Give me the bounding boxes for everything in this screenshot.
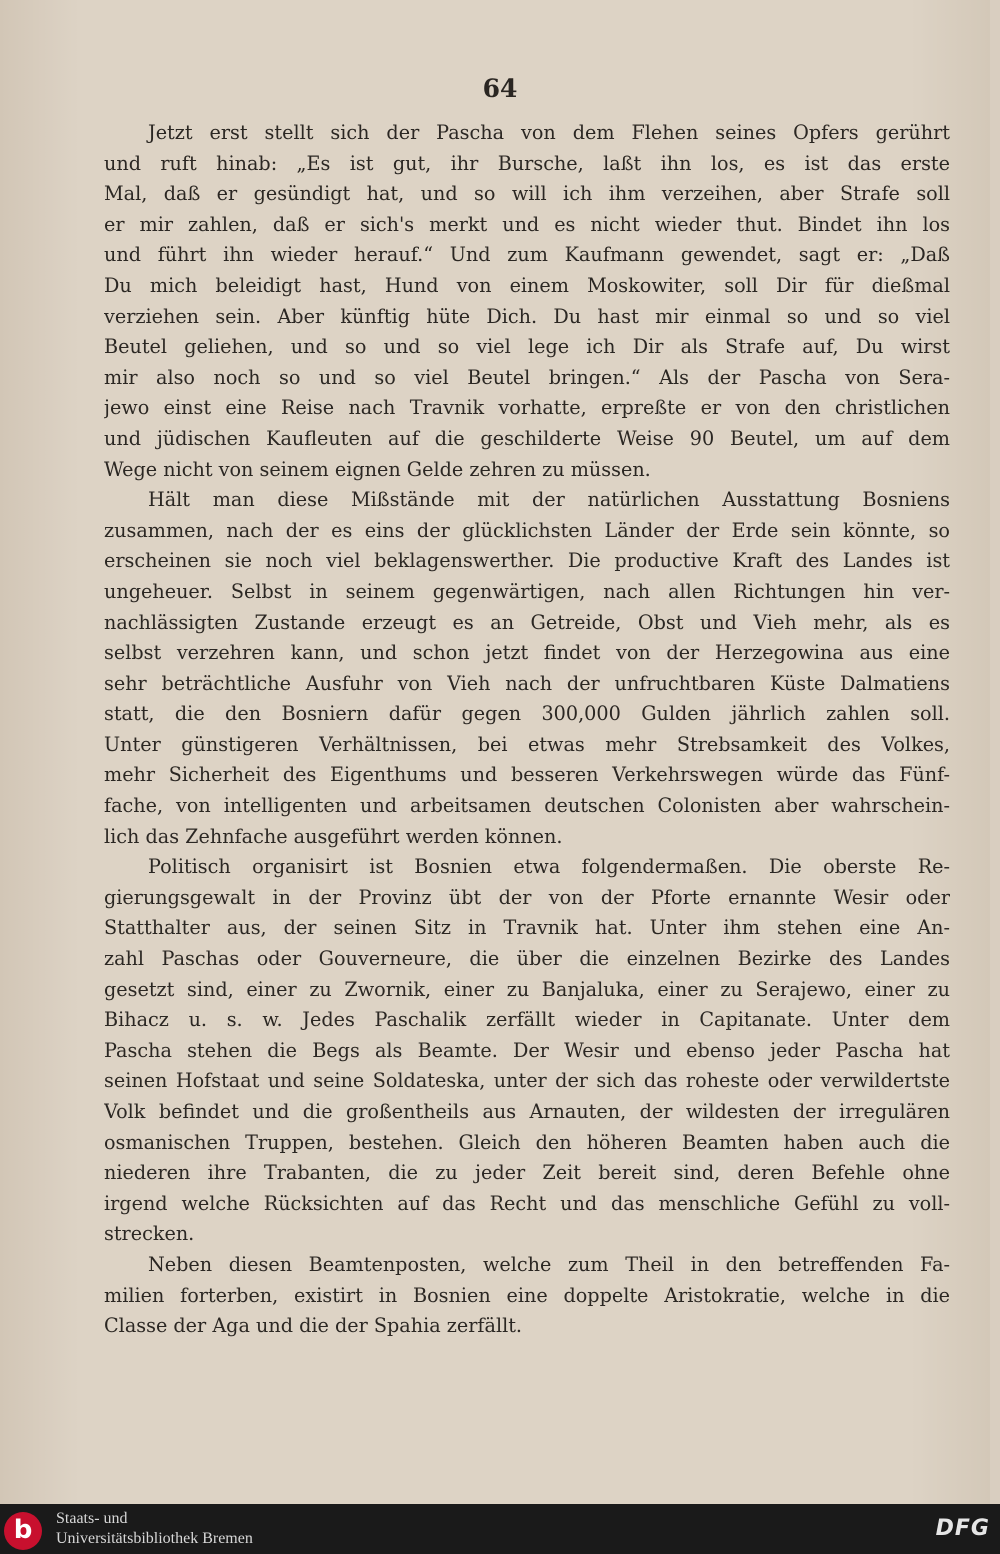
text-line: gesetzt sind, einer zu Zwornik, einer zu Banjaluka, einer zu Serajewo, einer zu: [104, 977, 950, 1001]
text-line: Volk befindet und die großentheils aus Arnauten, der wildesten der irregulären: [104, 1100, 950, 1123]
text-line: zahl Paschas oder Gouverneure, die über die einzelnen Bezirke des Landes: [104, 947, 950, 971]
text-line: und jüdischen Kaufleuten auf die geschilderte Weise 90 Beutel, um auf dem: [104, 426, 950, 450]
paragraph: [104, 852, 950, 1250]
library-name-line2: Universitätsbibliothek Bremen: [56, 1530, 253, 1547]
text-line: Mal, daß er gesündigt hat, und so will ich ihm verzeihen, aber Strafe soll: [104, 182, 950, 206]
text-line: Wege nicht von seinem eignen Gelde zehren zu müssen.: [104, 457, 651, 481]
text-line: ungeheuer. Selbst in seinem gegenwärtigen, nach allen Richtungen hin ver-: [104, 579, 950, 603]
text-line: Unter günstigeren Verhältnissen, bei etwas mehr Strebsamkeit des Volkes,: [104, 732, 950, 756]
paragraph: [104, 1250, 950, 1342]
text-line: er mir zahlen, daß er sich's merkt und es nicht wieder thut. Bindet ihn los: [104, 212, 950, 236]
text-line: jewo einst eine Reise nach Travnik vorhatte, erpreßte er von den christlichen: [104, 396, 950, 420]
text-line: mir also noch so und so viel Beutel bringen.“ Als der Pascha von Sera-: [104, 365, 950, 389]
text-line: nachlässigten Zustande erzeugt es an Getreide, Obst und Vieh mehr, als es: [104, 610, 950, 634]
text-line: und ruft hinab: „Es ist gut, ihr Bursche, laßt ihn los, es ist das erste: [104, 151, 950, 175]
text-line: Politisch organisirt ist Bosnien etwa folgendermaßen. Die oberste Re-: [148, 855, 950, 879]
text-line: seinen Hofstaat und seine Soldateska, unter der sich das roheste oder verwildertste: [104, 1069, 950, 1093]
text-line: Jetzt erst stellt sich der Pascha von dem Flehen seines Opfers gerührt: [148, 121, 950, 144]
text-line: Neben diesen Beamtenposten, welche zum Theil in den betreffenden Fa-: [148, 1252, 950, 1276]
text-line: und führt ihn wieder herauf.“ Und zum Kaufmann gewendet, sagt er: „Daß: [104, 243, 950, 267]
text-line: mehr Sicherheit des Eigenthums und besseren Verkehrswegen würde das Fünf-: [104, 763, 950, 787]
page-number: 64: [482, 74, 518, 103]
text-line: Statthalter aus, der seinen Sitz in Travnik hat. Unter ihm stehen eine An-: [104, 916, 950, 940]
text-line: erscheinen sie noch viel beklagenswerther. Die productive Kraft des Landes ist: [104, 549, 950, 573]
text-line: Bihacz u. s. w. Jedes Paschalik zerfällt wieder in Capitanate. Unter dem: [104, 1008, 950, 1032]
text-line: Du mich beleidigt hast, Hund von einem Moskowiter, soll Dir für dießmal: [104, 273, 950, 297]
text-line: strecken.: [104, 1222, 195, 1246]
text-line: gierungsgewalt in der Provinz übt der von der Pforte ernannte Wesir oder: [104, 885, 950, 909]
text-line: fache, von intelligenten und arbeitsamen deutschen Colonisten aber wahrschein-: [104, 794, 950, 818]
library-name-line1: Staats- und: [56, 1510, 128, 1527]
text-line: verziehen sein. Aber künftig hüte Dich. Du hast mir einmal so und so viel: [104, 304, 950, 328]
text-line: Pascha stehen die Begs als Beamte. Der Wesir und ebenso jeder Pascha hat: [104, 1038, 950, 1062]
text-line: milien forterben, existirt in Bosnien eine doppelte Aristokratie, welche in die: [104, 1283, 950, 1307]
text-line: lich das Zehnfache ausgeführt werden können.: [104, 824, 563, 848]
text-line: sehr beträchtliche Ausfuhr von Vieh nach der unfruchtbaren Küste Dalmatiens: [104, 671, 950, 695]
text-line: statt, die den Bosniern dafür gegen 300,000 Gulden jährlich zahlen soll.: [104, 702, 950, 726]
text-line: Classe der Aga und die der Spahia zerfällt.: [104, 1314, 523, 1338]
text-line: niederen ihre Trabanten, die zu jeder Zeit bereit sind, deren Befehle ohne: [104, 1161, 950, 1185]
text-line: zusammen, nach der es eins der glücklichsten Länder der Erde sein könnte, so: [104, 518, 950, 542]
body-text: [104, 118, 950, 1342]
footer-bar: [0, 1504, 1000, 1554]
library-logo-icon[interactable]: b: [4, 1512, 42, 1550]
paragraph: [104, 485, 950, 852]
paragraph: [104, 118, 950, 485]
text-line: osmanischen Truppen, bestehen. Gleich den höheren Beamten haben auch die: [104, 1130, 950, 1154]
dfg-logo[interactable]: DFG: [935, 1516, 990, 1541]
text-line: Beutel geliehen, und so und so viel lege ich Dir als Strafe auf, Du wirst: [104, 335, 950, 359]
text-line: Hält man diese Mißstände mit der natürlichen Ausstattung Bosniens: [148, 488, 950, 512]
text-line: selbst verzehren kann, und schon jetzt findet von der Herzegowina aus eine: [104, 641, 950, 665]
text-line: irgend welche Rücksichten auf das Recht und das menschliche Gefühl zu voll-: [104, 1191, 950, 1215]
